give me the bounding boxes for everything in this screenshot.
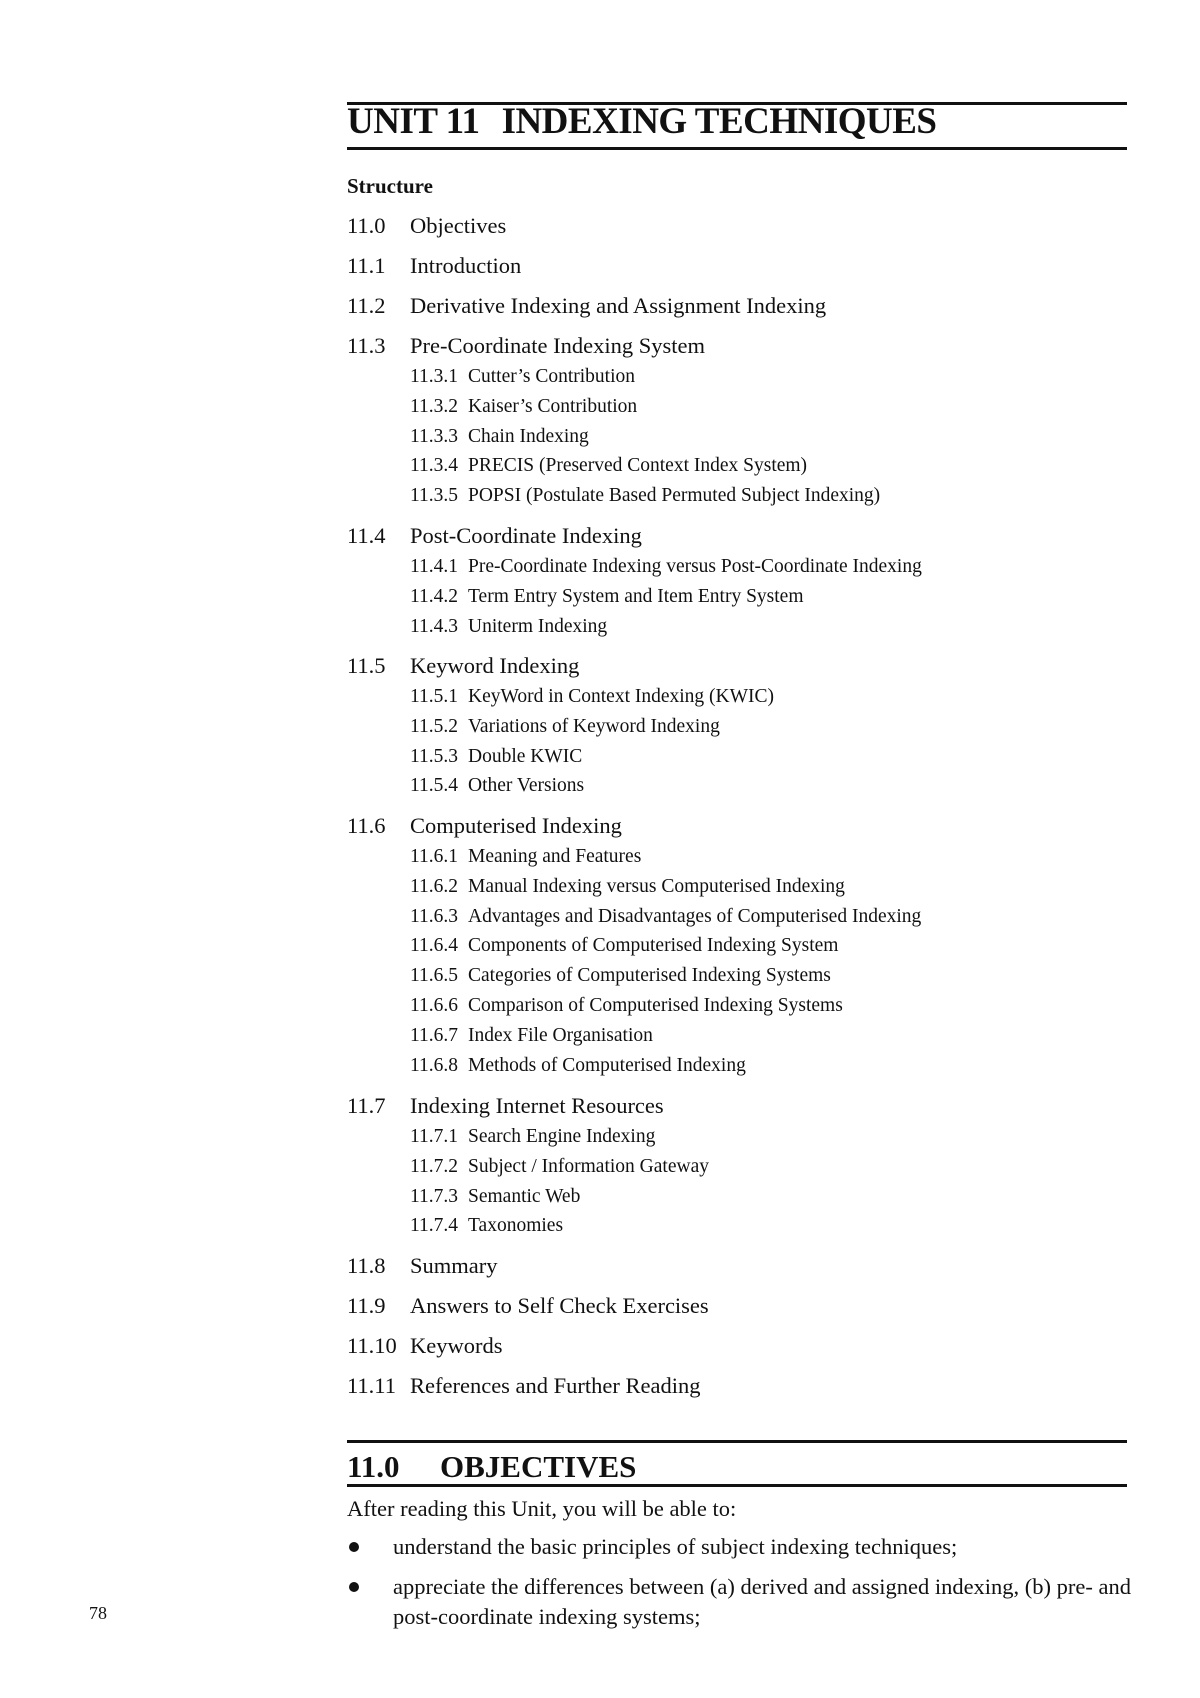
toc-subitem-title: Pre-Coordinate Indexing versus Post-Coordinate Indexing — [468, 556, 922, 577]
toc-subitem-title: Comparison of Computerised Indexing Systems — [468, 995, 843, 1016]
toc-subitem — [410, 426, 589, 448]
toc-item-title: Keyword Indexing — [410, 653, 580, 678]
toc-subitem — [410, 1126, 655, 1148]
toc-subitem-number: 11.3.4 — [410, 455, 459, 477]
toc-subitem-number: 11.7.4 — [410, 1215, 459, 1237]
toc-subitem — [410, 396, 637, 418]
toc-subitem-number: 11.4.2 — [410, 585, 459, 607]
toc-item-number: 11.10 — [347, 1333, 397, 1358]
toc-item — [347, 1253, 498, 1279]
toc-subitem-title: Term Entry System and Item Entry System — [468, 585, 804, 607]
objective-text: appreciate the differences between (a) derived and assigned indexing, (b) pre- and post-coordinate indexing systems; — [393, 1574, 1131, 1629]
toc-item-number: 11.1 — [347, 253, 386, 278]
toc-item-number: 11.8 — [347, 1253, 386, 1278]
toc-subitem-number: 11.3.1 — [410, 366, 459, 387]
objective-text: understand the basic principles of subject indexing techniques; — [393, 1534, 958, 1559]
toc-item-number: 11.6 — [347, 813, 386, 838]
toc-item-number: 11.3 — [347, 333, 386, 358]
toc-subitem-title: Other Versions — [468, 775, 585, 797]
toc-subitem-title: Components of Computerised Indexing System — [468, 935, 839, 957]
toc-subitem-title: Cutter’s Contribution — [468, 366, 636, 387]
toc-item-number: 11.5 — [347, 653, 386, 678]
toc-subitem-title: Semantic Web — [468, 1185, 581, 1207]
bullet-dot-icon — [349, 1582, 359, 1592]
toc-subitem-number: 11.5.2 — [410, 715, 459, 737]
toc-subitem — [410, 906, 921, 928]
toc-subitem — [410, 995, 843, 1017]
toc-item-title: Pre-Coordinate Indexing System — [410, 333, 705, 358]
toc-subitem-number: 11.4.3 — [410, 615, 459, 637]
toc-subitem-number: 11.5.4 — [410, 775, 459, 797]
toc-subitem-title: Variations of Keyword Indexing — [468, 715, 720, 737]
toc-item-title: Keywords — [410, 1333, 503, 1358]
toc-subitem-number: 11.5.1 — [410, 686, 459, 707]
toc-subitem-number: 11.6.2 — [410, 875, 459, 897]
toc-subitem — [410, 846, 641, 868]
toc-item — [347, 523, 642, 549]
toc-item-title: Summary — [410, 1253, 498, 1278]
toc-subitem-number: 11.6.7 — [410, 1024, 459, 1046]
toc-item — [347, 213, 506, 239]
toc-subitem — [410, 1156, 709, 1178]
toc-subitem-title: PRECIS (Preserved Context Index System) — [468, 455, 808, 477]
toc-item — [347, 1373, 701, 1399]
toc-subitem-title: Taxonomies — [468, 1215, 564, 1237]
toc-subitem-number: 11.6.5 — [410, 965, 459, 987]
toc-subitem-number: 11.4.1 — [410, 556, 459, 577]
objectives-top-rule — [347, 1440, 1127, 1443]
toc-item-title: Objectives — [410, 213, 507, 238]
toc-subitem-number: 11.6.4 — [410, 935, 459, 957]
toc-item-number: 11.11 — [347, 1373, 396, 1398]
toc-item — [347, 813, 622, 839]
toc-subitem-number: 11.7.1 — [410, 1126, 459, 1147]
objectives-intro: After reading this Unit, you will be able to: — [347, 1496, 737, 1521]
toc-item — [347, 333, 705, 359]
toc-subitem-number: 11.6.1 — [410, 846, 459, 867]
toc-subitem — [410, 1186, 580, 1208]
toc-subitem — [410, 1025, 653, 1047]
toc-subitem-title: Chain Indexing — [468, 425, 589, 447]
toc-subitem — [410, 1215, 563, 1237]
toc-item-title: References and Further Reading — [410, 1373, 701, 1398]
toc-item-title: Answers to Self Check Exercises — [410, 1293, 709, 1318]
toc-subitem — [410, 556, 922, 578]
toc-item-title: Indexing Internet Resources — [410, 1093, 664, 1118]
toc-item — [347, 1293, 709, 1319]
toc-item-number: 11.9 — [347, 1293, 386, 1318]
toc-subitem — [410, 485, 880, 507]
unit-title — [347, 100, 937, 143]
toc-subitem-title: Subject / Information Gateway — [468, 1155, 709, 1177]
toc-subitem — [410, 876, 845, 898]
toc-item-number: 11.2 — [347, 293, 386, 318]
toc-item-title: Computerised Indexing — [410, 813, 622, 838]
toc-subitem-title: Uniterm Indexing — [468, 615, 608, 637]
toc-subitem-number: 11.6.8 — [410, 1054, 459, 1076]
toc-subitem — [410, 775, 584, 797]
toc-subitem — [410, 616, 607, 638]
toc-item-number: 11.7 — [347, 1093, 386, 1118]
title-bottom-rule — [347, 147, 1127, 150]
objectives-bottom-rule — [347, 1484, 1127, 1487]
toc-subitem-title: POPSI (Postulate Based Permuted Subject Indexing) — [468, 485, 881, 507]
toc-subitem-number: 11.3.5 — [410, 485, 459, 507]
toc-subitem-title: Index File Organisation — [468, 1024, 653, 1046]
toc-item — [347, 1333, 502, 1359]
toc-item-title: Introduction — [410, 253, 522, 278]
toc-subitem — [410, 686, 774, 708]
toc-subitem-number: 11.5.3 — [410, 745, 459, 767]
toc-subitem-title: Kaiser’s Contribution — [468, 395, 638, 417]
toc-subitem-title: KeyWord in Context Indexing (KWIC) — [468, 686, 775, 707]
page-number: 78 — [89, 1603, 107, 1623]
toc-subitem-number: 11.3.2 — [410, 395, 459, 417]
toc-item-title: Derivative Indexing and Assignment Indexing — [410, 293, 827, 318]
toc-item-title: Post-Coordinate Indexing — [410, 523, 642, 548]
toc-subitem — [410, 746, 582, 768]
toc-subitem-number: 11.6.3 — [410, 905, 459, 927]
toc-subitem — [410, 455, 807, 477]
toc-item — [347, 253, 521, 279]
toc-subitem-number: 11.3.3 — [410, 425, 459, 447]
unit-number: UNIT 11 — [347, 101, 480, 142]
toc-subitem-title: Double KWIC — [468, 745, 583, 767]
structure-heading: Structure — [347, 174, 433, 198]
bullet-dot-icon — [349, 1542, 359, 1552]
objectives-number: 11.0 — [347, 1449, 400, 1484]
toc-subitem-number: 11.7.2 — [410, 1155, 459, 1177]
toc-item-number: 11.0 — [347, 213, 386, 238]
toc-subitem-title: Methods of Computerised Indexing — [468, 1054, 746, 1076]
toc-subitem — [410, 716, 720, 738]
toc-subitem-title: Meaning and Features — [468, 846, 642, 867]
toc-subitem — [410, 586, 804, 608]
toc-subitem-title: Search Engine Indexing — [468, 1126, 656, 1147]
unit-name: INDEXING TECHNIQUES — [501, 101, 937, 142]
toc-subitem-title: Manual Indexing versus Computerised Indexing — [468, 875, 845, 897]
toc-subitem-title: Categories of Computerised Indexing Systems — [468, 965, 831, 987]
toc-item — [347, 1093, 664, 1119]
toc-subitem — [410, 935, 838, 957]
toc-item-number: 11.4 — [347, 523, 386, 548]
toc-subitem-number: 11.6.6 — [410, 995, 459, 1016]
toc-subitem — [410, 965, 831, 987]
toc-subitem-title: Advantages and Disadvantages of Computerised Indexing — [468, 905, 922, 927]
toc-item — [347, 653, 579, 679]
toc-subitem — [410, 1055, 746, 1077]
toc-subitem-number: 11.7.3 — [410, 1185, 459, 1207]
toc-item — [347, 293, 826, 319]
objectives-heading — [347, 1449, 636, 1485]
objectives-title: OBJECTIVES — [440, 1449, 637, 1484]
toc-subitem — [410, 366, 635, 388]
